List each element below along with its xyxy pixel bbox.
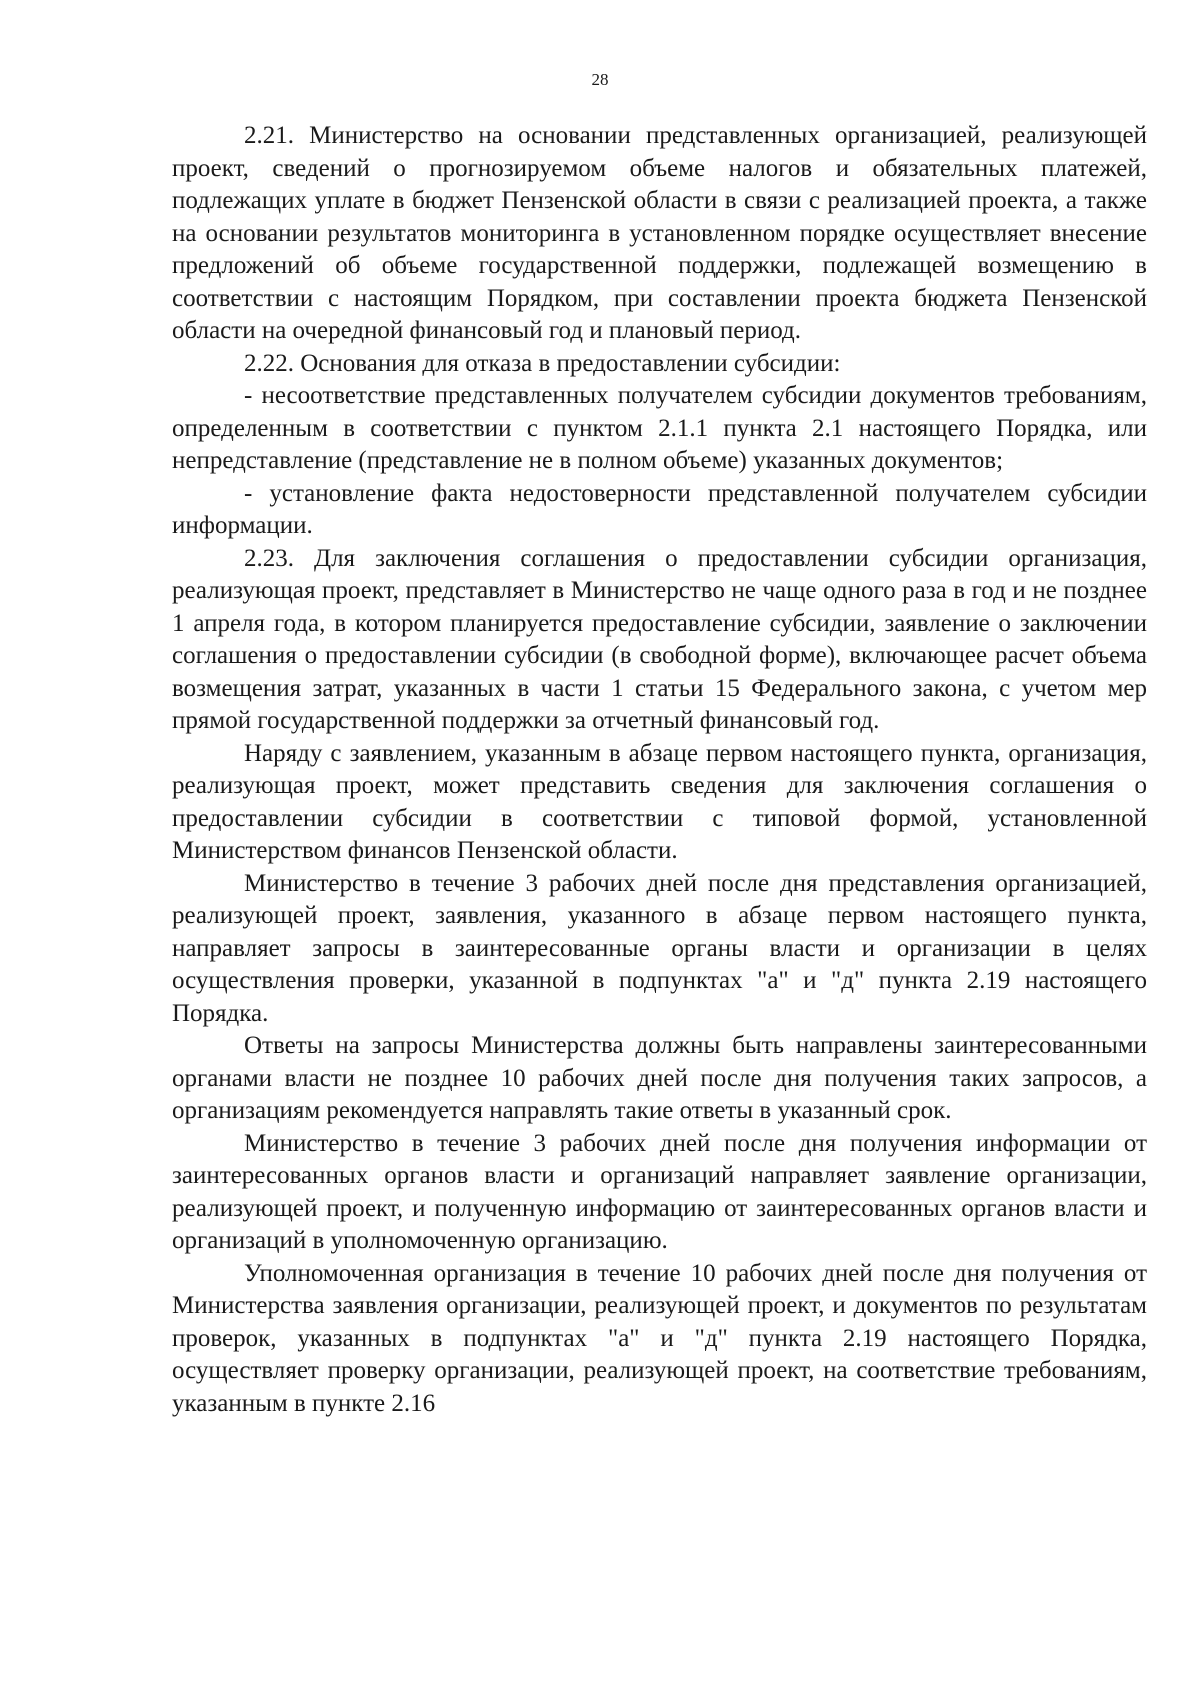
page-number: 28: [591, 70, 609, 89]
document-body: [172, 120, 1147, 1420]
paragraph-application-info: Наряду с заявлением, указанным в абзаце первом настоящего пункта, организация, реализующая проект, может представить сведения для заключения соглашения о предоставлении субсидии в соответствии с типовой формой, установленной Министерством финансов Пензенской области.: [172, 739, 1147, 864]
paragraph-ministry-requests: Министерство в течение 3 рабочих дней после дня представления организацией, реализующей проект, заявления, указанного в абзаце первом настоящего пункта, направляет запросы в заинтересованные органы власти и организации в целях осуществления проверки, указанной в подпунктах "а" и "д" пункта 2.19 настоящего Порядка.: [172, 869, 1147, 1027]
paragraph-2-21: 2.21. Министерство на основании представленных организацией, реализующей проект, сведений о прогнозируемом объеме налогов и обязательных платежей, подлежащих уплате в бюджет Пензенской области в связи с реализацией проекта, а также на основании результатов мониторинга в установленном порядке осуществляет внесение предложений об объеме государственной поддержки, подлежащей возмещению в соответствии с настоящим Порядком, при составлении проекта бюджета Пензенской области на очередной финансовый год и плановый период.: [172, 122, 1147, 344]
paragraph-2-22: 2.22. Основания для отказа в предоставлении субсидии:: [244, 349, 841, 377]
paragraph-ministry-forwarding: Министерство в течение 3 рабочих дней после дня получения информации от заинтересованных органов власти и организаций направляет заявление организации, реализующей проект, и полученную информацию от заинтересованных органов власти и организаций в уполномоченную организацию.: [172, 1129, 1147, 1254]
paragraph-authorized-organization: Уполномоченная организация в течение 10 рабочих дней после дня получения от Министерства заявления организации, реализующей проект, и документов по результатам проверок, указанных в подпунктах "а" и "д" пункта 2.19 настоящего Порядка, осуществляет проверку организации, реализующей проект, на соответствие требованиям, указанным в пункте 2.16: [172, 1259, 1147, 1417]
paragraph-refusal-reason-1: - несоответствие представленных получателем субсидии документов требованиям, определенным в соответствии с пунктом 2.1.1 пункта 2.1 настоящего Порядка, или непредставление (представление не в полном объеме) указанных документов;: [172, 382, 1147, 474]
paragraph-2-23: 2.23. Для заключения соглашения о предоставлении субсидии организация, реализующая проект, представляет в Министерство не чаще одного раза в год и не позднее 1 апреля года, в котором планируется предоставление субсидии, заявление о заключении соглашения о предоставлении субсидии (в свободной форме), включающее расчет объема возмещения затрат, указанных в части 1 статьи 15 Федерального закона, с учетом мер прямой государственной поддержки за отчетный финансовый год.: [172, 544, 1147, 734]
paragraph-refusal-reason-2: - установление факта недостоверности представленной получателем субсидии информации.: [172, 479, 1147, 539]
paragraph-responses: Ответы на запросы Министерства должны быть направлены заинтересованными органами власти не позднее 10 рабочих дней после дня получения таких запросов, а организациям рекомендуется направлять такие ответы в указанный срок.: [172, 1032, 1147, 1124]
